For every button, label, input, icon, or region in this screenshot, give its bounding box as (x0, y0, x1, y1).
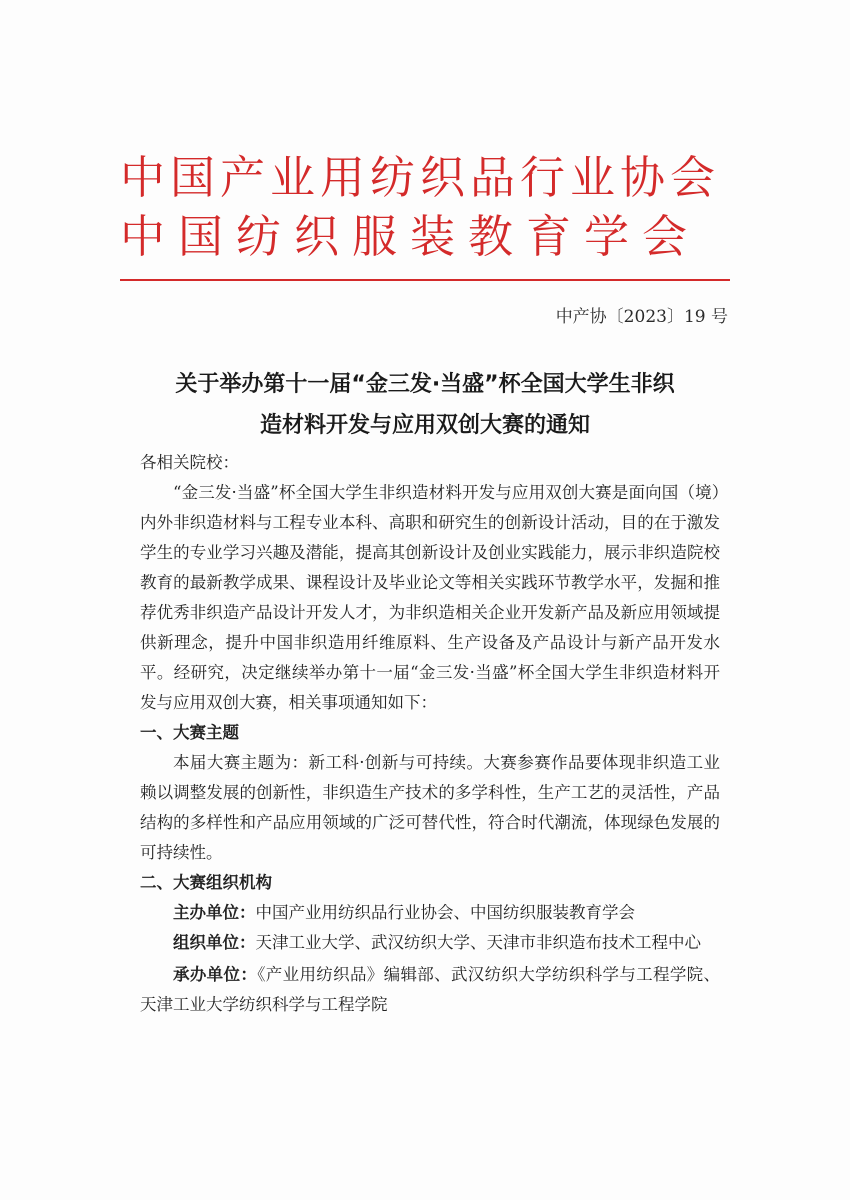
host-unit-label: 主办单位： (173, 903, 256, 922)
undertaker-unit-value: 《产业用纺织品》编辑部、武汉纺织大学纺织科学与工程学院、天津工业大学纺织科学与工程学院 (140, 965, 721, 1014)
undertaker-unit-label: 承办单位： (173, 965, 258, 984)
host-unit-value: 中国产业用纺织品行业协会、中国纺织服装教育学会 (255, 903, 635, 922)
letterhead-org-1: 中国产业用纺织品行业协会 (120, 151, 721, 204)
document-body (140, 448, 720, 1020)
organizer-unit-value: 天津工业大学、武汉纺织大学、天津市非织造布技术工程中心 (255, 933, 701, 952)
intro-paragraph: “金三发·当盛”杯全国大学生非织造材料开发与应用双创大赛是面向国（境）内外非织造材料与工程专业本科、高职和研究生的创新设计活动，目的在于激发学生的专业学习兴趣及潜能，提高其创新设计及创业实践能力，展示非织造院校教育的最新教学成果、课程设计及毕业论文等相关实践环节教学水平，发掘和推荐优秀非织造产品设计开发人才，为非织造相关企业开发新产品及新应用领域提供新理念，提升中国非织造用纤维原料、生产设备及产品设计与新产品开发水平。经研究，决定继续举办第十一届“金三发·当盛”杯全国大学生非织造材料开发与应用双创大赛，相关事项通知如下： (140, 483, 720, 712)
document-number: 中产协〔2023〕19 号 (555, 307, 728, 327)
section-heading-theme: 一、大赛主题 (140, 723, 239, 742)
letterhead (120, 148, 730, 266)
theme-paragraph: 本届大赛主题为：新工科·创新与可持续。大赛参赛作品要体现非织造工业赖以调整发展的创新性，非织造生产技术的多学科性，生产工艺的灵活性，产品结构的多样性和产品应用领域的广泛可替代性，符合时代潮流，体现绿色发展的可持续性。 (140, 753, 720, 862)
salutation: 各相关院校： (140, 453, 239, 472)
section-heading-organization: 二、大赛组织机构 (140, 873, 272, 892)
letterhead-divider (120, 279, 730, 281)
undertaker-unit (140, 960, 720, 1020)
organizer-unit (140, 928, 720, 958)
letterhead-org-2: 中国纺织服装教育学会 (120, 210, 701, 263)
document-title-line-1: 关于举办第十一届“金三发·当盛”杯全国大学生非织 (175, 372, 675, 397)
host-unit (140, 898, 720, 928)
document-title (130, 364, 720, 446)
document-title-line-2: 造材料开发与应用双创大赛的通知 (259, 413, 590, 438)
organizer-unit-label: 组织单位： (173, 933, 256, 952)
